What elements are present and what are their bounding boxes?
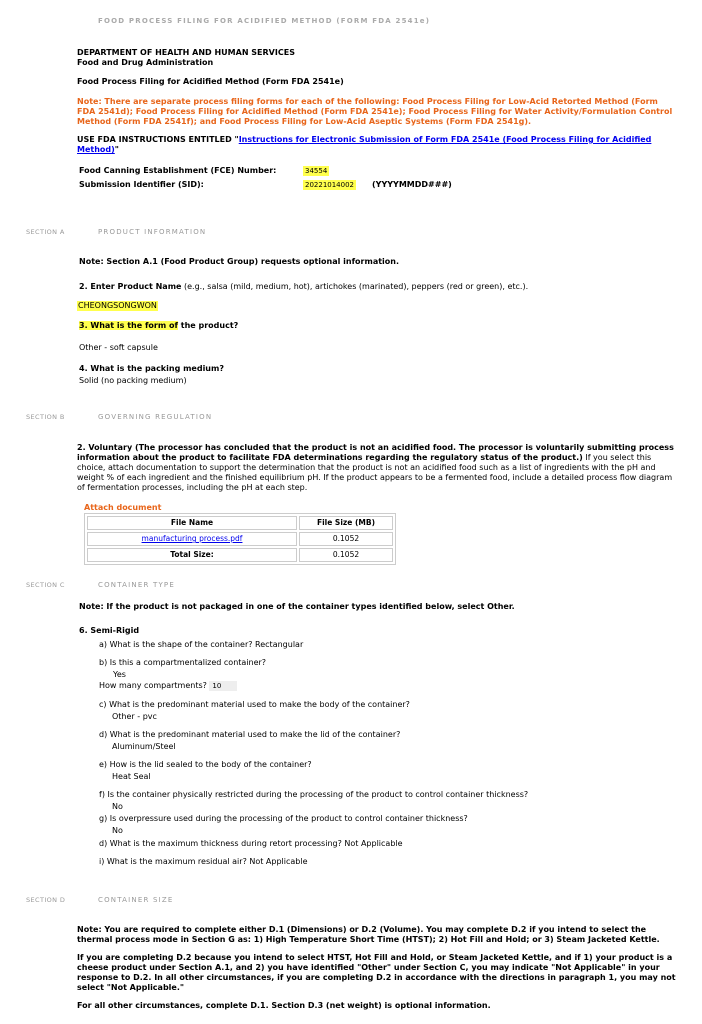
instructions-link[interactable]: Instructions for Electronic Submission of Form FDA 2541e (Food Process Filing for Acidified Method): [77, 135, 652, 154]
q2-line: [79, 282, 528, 292]
section-d-other-guidance: For all other circumstances, complete D.1. Section D.3 (net weight) is optional information.: [77, 1001, 491, 1010]
qf-answer: No: [112, 802, 123, 811]
sid-format: (YYYYMMDD###): [372, 180, 452, 189]
col-file-name: File Name: [87, 516, 297, 530]
section-d-title: CONTAINER SIZE: [98, 896, 174, 904]
sid-label: Submission Identifier (SID):: [79, 180, 204, 189]
section-d-label: SECTION D: [26, 896, 66, 904]
qg-overpressure: g) Is overpressure used during the processing of the product to control container thickness?: [99, 814, 468, 823]
q4-label: 4. What is the packing medium?: [79, 364, 224, 373]
qi-residual-air: i) What is the maximum residual air? Not Applicable: [99, 857, 308, 866]
qa-shape: a) What is the shape of the container? Rectangular: [99, 640, 304, 649]
table-row: [87, 532, 393, 546]
attach-document-title: Attach document: [84, 503, 162, 512]
q3-line: [79, 321, 238, 331]
q2-label: 2. Enter Product Name: [79, 282, 182, 291]
instructions-suffix: ": [114, 145, 119, 154]
voluntary-instructions: If you select this choice, attach documentation to support the determination that the product is not an acidified food such as a list of ingredients with the pH and weight % of each ingredient and the finished equilibrium pH. If the product appears to be a fermented food, include a detailed process flow diagram of fermentation processes, including the pH at each step.: [77, 453, 673, 492]
qd-lid-material: d) What is the predominant material used to make the lid of the container?: [99, 730, 401, 739]
qe-answer: Heat Seal: [112, 772, 151, 781]
section-b-label: SECTION B: [26, 413, 65, 421]
q3-rest: the product?: [177, 321, 239, 330]
fce-label: Food Canning Establishment (FCE) Number:: [79, 166, 277, 175]
instructions-line: [77, 135, 677, 155]
table-header-row: [87, 516, 393, 530]
agency-sub: Food and Drug Administration: [77, 58, 214, 67]
qh-max-thickness: d) What is the maximum thickness during retort processing? Not Applicable: [99, 839, 403, 848]
attachment-size: 0.1052: [299, 532, 393, 546]
total-size-value: 0.1052: [299, 548, 393, 562]
fce-value: 34554: [305, 167, 328, 175]
qe-lid-seal: e) How is the lid sealed to the body of the container?: [99, 760, 312, 769]
page-header: FOOD PROCESS FILING FOR ACIDIFIED METHOD (FORM FDA 2541e): [98, 17, 431, 25]
product-name-value: CHEONGSONGWON: [78, 301, 157, 310]
section-c-title: CONTAINER TYPE: [98, 581, 175, 589]
qc-answer: Other - pvc: [112, 712, 157, 721]
semi-rigid-heading: 6. Semi-Rigid: [79, 626, 140, 635]
qc-body-material: c) What is the predominant material used to make the body of the container?: [99, 700, 410, 709]
packing-answer: Solid (no packing medium): [79, 376, 187, 385]
q2-hint: (e.g., salsa (mild, medium, hot), artichokes (marinated), peppers (red or green), etc.).: [181, 282, 529, 291]
section-c-note: Note: If the product is not packaged in one of the container types identified below, select Other.: [79, 602, 515, 611]
instructions-prefix: USE FDA INSTRUCTIONS ENTITLED ": [77, 135, 239, 144]
table-total-row: [87, 548, 393, 562]
qb-compartmentalized: b) Is this a compartmentalized container?: [99, 658, 267, 667]
col-file-size: File Size (MB): [299, 516, 393, 530]
section-a-label: SECTION A: [26, 228, 65, 236]
section-c-label: SECTION C: [26, 581, 65, 589]
agency-dept: DEPARTMENT OF HEALTH AND HUMAN SERVICES: [77, 48, 295, 57]
compartments-label: How many compartments?: [99, 681, 207, 690]
section-b-title: GOVERNING REGULATION: [98, 413, 213, 421]
qf-restricted: f) Is the container physically restricted during the processing of the product to control container thickness?: [99, 790, 529, 799]
form-note: Note: There are separate process filing forms for each of the following: Food Process Filing for Low-Acid Retorted Method (Form FDA 2541d); Food Process Filing for Acidified Method (Form FDA 2541e); Food Process Filing for Water Activity/Formulation Control Method (Form FDA 2541f); and Food Process Filing for Low-Acid Aseptic Systems (Form FDA 2541g).: [77, 97, 673, 126]
compartments-value: 10: [209, 681, 237, 691]
form-title: Food Process Filing for Acidified Method (Form FDA 2541e): [77, 77, 344, 86]
voluntary-statement: 2. Voluntary (The processor has concluded that the product is not an acidified food. The processor is voluntarily submitting process information about the product to facilitate FDA determinations regarding the regulatory status of the product.): [77, 443, 674, 462]
total-size-label: Total Size:: [87, 548, 297, 562]
sid-value: 20221014002: [305, 181, 354, 189]
section-d-d2-guidance: If you are completing D.2 because you intend to select HTST, Hot Fill and Hold, or Steam Jacketed Kettle, and if 1) your product is a cheese product under Section A.1, and 2) you have identified "Other" under Section C, you may indicate "Not Applicable" in your response to D.2. In all other circumstances, if you are completing D.2 in accordance with the directions in paragraph 1, you may not select "Not Applicable.": [77, 953, 676, 992]
q3-highlight: 3. What is the form of: [79, 321, 178, 330]
attachments-table-wrap: [84, 513, 396, 565]
section-d-note: Note: You are required to complete either D.1 (Dimensions) or D.2 (Volume). You may complete D.2 if you intend to select the thermal process mode in Section G as: 1) High Temperature Short Time (HTST); 2) Hot Fill and Hold; or 3) Steam Jacketed Kettle.: [77, 925, 660, 944]
section-a-note: Note: Section A.1 (Food Product Group) requests optional information.: [79, 257, 400, 266]
form-answer: Other - soft capsule: [79, 343, 158, 352]
qd-answer: Aluminum/Steel: [112, 742, 176, 751]
attachment-link[interactable]: manufacturing process.pdf: [141, 534, 243, 543]
compartments-line: [99, 681, 237, 691]
qb-answer: Yes: [113, 670, 126, 679]
section-b-paragraph: [77, 443, 677, 493]
qg-answer: No: [112, 826, 123, 835]
section-a-title: PRODUCT INFORMATION: [98, 228, 207, 236]
attachments-table: [84, 513, 396, 565]
